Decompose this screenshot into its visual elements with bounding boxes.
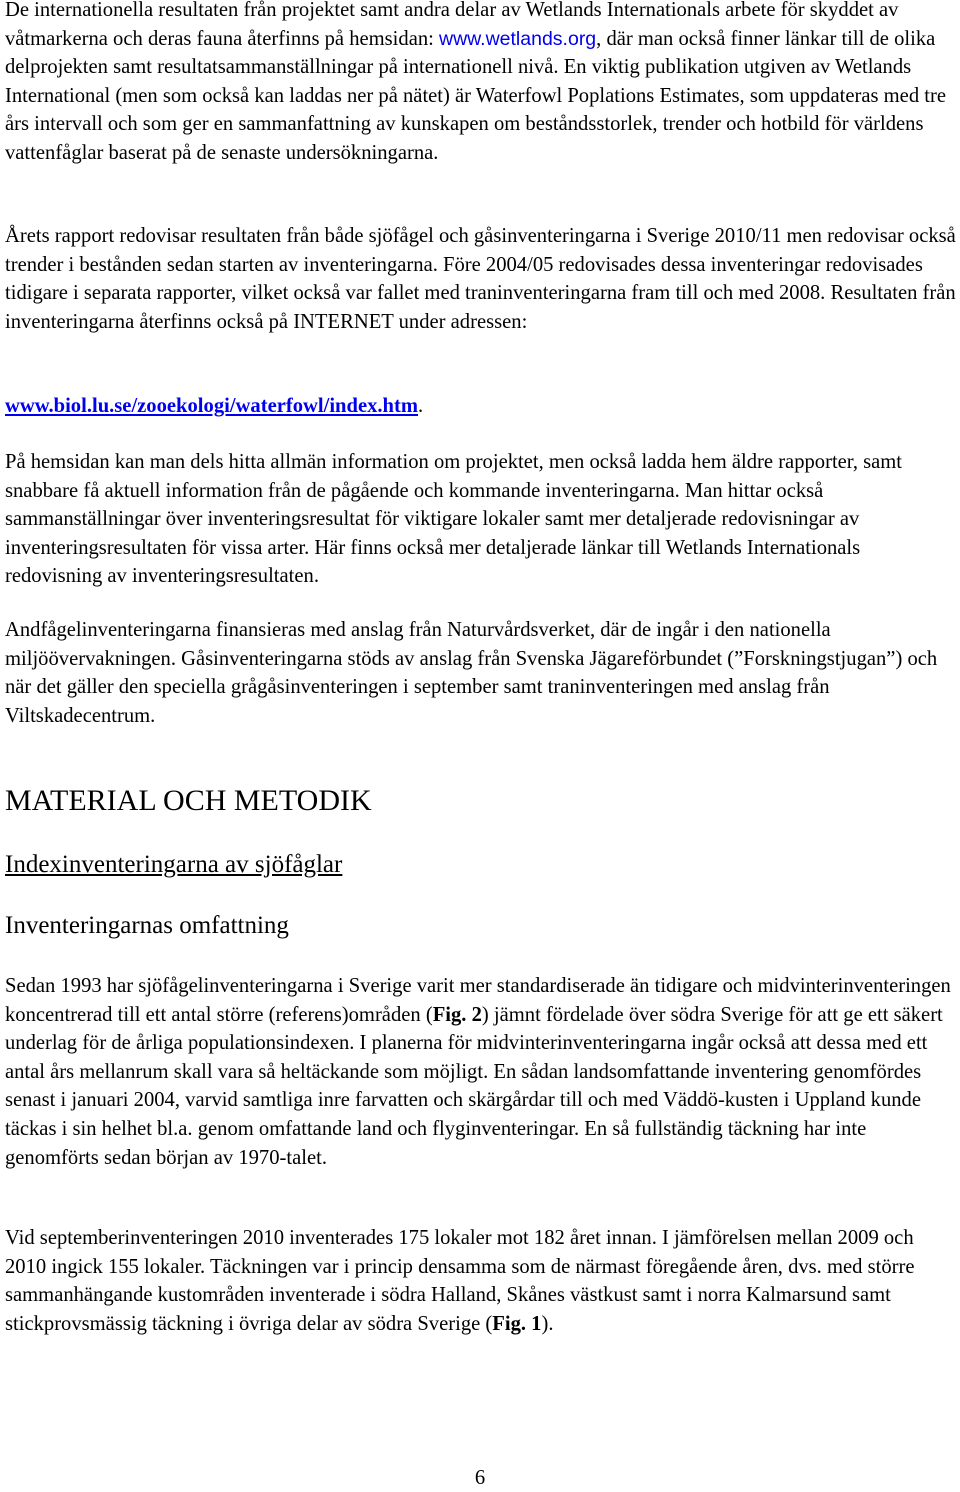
biol-lu-link[interactable]: www.biol.lu.se/zooekologi/waterfowl/index.htm — [5, 395, 419, 417]
heading-inventeringarnas-omfattning: Inventeringarnas omfattning — [5, 912, 289, 939]
paragraph-hemsidan: På hemsidan kan man dels hitta allmän information om projektet, men också ladda hem äldre rapporter, samt snabbare få aktuell information från de pågående och kommande inventeringarna. Man hittar också sammanställningar över inventeringsresultat för viktigare lokaler samt mer detaljerade redovisningar av inventeringsresultaten för vissa arter. Här finns också mer detaljerade länkar till Wetlands Internationals redovisning av inventeringsresultaten. — [5, 451, 903, 588]
page-number: 6 — [474, 1467, 486, 1489]
paragraph-finansiering: Andfågelinventeringarna finansieras med anslag från Naturvårdsverket, där de ingår i den nationella miljöövervakningen. Gåsinventeringarna stöds av anslag från Svenska Jägareförbundet (”Forskningstjugan”) och när det gäller den speciella grågåsinventeringen i september samt traninventeringen med anslag från Viltskadecentrum. — [5, 619, 938, 727]
sedan-text-part1: Sedan 1993 har sjöfågelinventeringarna i Sverige varit mer standardiserade än tidigare och midvinterinventeringen koncentrerad till ett antal större (referens)områden ( — [5, 975, 951, 1026]
heading-material-och-metodik: MATERIAL OCH METODIK — [5, 784, 372, 817]
sedan-text-part2: ) jämnt fördelade över södra Sverige för att ge ett säkert underlag för de årliga populationsindexen. I planerna för midvinterinventeringarna ingår också att dessa med ett antal års mellanrum skall vara så heltäckande som möjligt. En sådan landsomfattande inventering genomfördes senast i januari 2004, varvid samtliga inre farvatten och skärgårdar till och med Väddö-kusten i Uppland kunde täckas i sin helhet bl.a. genom omfattande land och flyginventeringar. En så fullständig täckning har inte genomförts sedan början av 1970-talet. — [5, 1003, 943, 1169]
paragraph-arets-rapport: Årets rapport redovisar resultaten från både sjöfågel och gåsinventeringarna i Sverige 2010/11 men redovisar också trender i bestånden sedan starten av inventeringarna. Före 2004/05 redovisades dessa inventeringar redovisades tidigare i separata rapporter, vilket också var fallet med traninventeringarna fram till och med 2008. Resultaten från inventeringarna återfinns också på INTERNET under adressen: — [5, 225, 956, 333]
vid-text-part1: Vid septemberinventeringen 2010 inventerades 175 lokaler mot 182 året innan. I jämförelsen mellan 2009 och 2010 ingick 155 lokaler. Täckningen var i princip densamma som de närmast föregående åren, dvs. med större sammanhängande kustområden inventerade i södra Halland, Skånes västkust samt i norra Kalmarsund samt stickprovsmässig täckning i övriga delar av södra Sverige ( — [5, 1227, 915, 1335]
paragraph-url — [5, 392, 957, 421]
heading-indexinventeringarna: Indexinventeringarna av sjöfåglar — [5, 851, 343, 878]
vid-text-part2: ). — [541, 1312, 554, 1335]
url-period: . — [418, 395, 424, 417]
paragraph-sedan-1993 — [5, 972, 957, 1172]
paragraph-septemberinventeringen — [5, 1224, 957, 1338]
fig-1-reference: Fig. 1 — [492, 1312, 542, 1335]
wetlands-link[interactable]: www.wetlands.org — [439, 27, 597, 50]
fig-2-reference: Fig. 2 — [432, 1003, 482, 1026]
intro-text-after-link: , där man också finner länkar till de olika delprojekten samt resultatsammanställningar på internationell nivå. En viktig publikation utgiven av Wetlands International (men som också kan laddas ner på nätet) är Waterfowl Poplations Estimates, som uppdateras med tre års intervall och som ger en sammanfattning av kunskapen om beståndsstorlek, trender och hotbild för världens vattenfåglar baserat på de senaste undersökningarna. — [5, 27, 946, 164]
intro-text-before-link: De internationella resultaten från projektet samt andra delar av Wetlands Internationals arbete för skyddet av våtmarkerna och deras fauna återfinns på hemsidan: — [5, 0, 899, 50]
paragraph-intro — [5, 0, 957, 168]
